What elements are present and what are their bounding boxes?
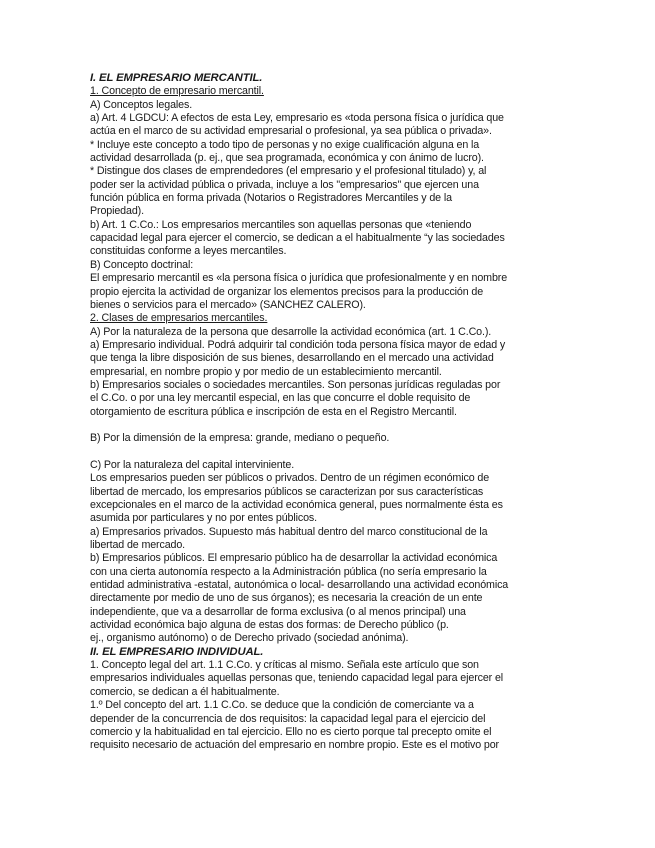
- text-line: A) Por la naturaleza de la persona que desarrolle la actividad económica (art. 1 C.Co.).: [90, 325, 492, 338]
- text-line: b) Empresarios públicos. El empresario público ha de desarrollar la actividad económica: [90, 552, 498, 565]
- text-line: independiente, que va a desarrollar de forma exclusiva (o al menos principal) una: [90, 605, 466, 618]
- text-line: función pública en forma privada (Notarios o Registradores Mercantiles y de la: [90, 192, 452, 205]
- text-line: actividad desarrollada (p. ej., que sea programada, económica y con ánimo de lucro).: [90, 152, 484, 165]
- subsection-heading: 1. Concepto de empresario mercantil.: [90, 85, 264, 98]
- text-line: comercio y la habitualidad en tal ejercicio. Ello no es cierto porque tal precepto omite el: [90, 725, 492, 738]
- section-heading: II. EL EMPRESARIO INDIVIDUAL.: [90, 645, 264, 658]
- text-line: empresarial, en nombre propio y por medio de un establecimiento mercantil.: [90, 365, 442, 378]
- text-line: El empresario mercantil es «la persona física o jurídica que profesionalmente y en nombre: [90, 272, 508, 285]
- text-line: bienes o servicios para el mercado» (SANCHEZ CALERO).: [90, 298, 366, 311]
- text-line: A) Conceptos legales.: [90, 98, 193, 111]
- text-line: b) Empresarios sociales o sociedades mercantiles. Son personas jurídicas reguladas por: [90, 378, 501, 391]
- text-line: ej., organismo autónomo) o de Derecho privado (sociedad anónima).: [90, 632, 409, 645]
- text-line: asumida por particulares y no por entes públicos.: [90, 512, 317, 525]
- text-line: * Incluye este concepto a todo tipo de personas y no exige cualificación alguna en la: [90, 138, 480, 151]
- text-line: a) Art. 4 LGDCU: A efectos de esta Ley, empresario es «toda persona física o jurídica que: [90, 112, 504, 125]
- text-line: poder ser la actividad pública o privada, incluye a los "empresarios" que ejercen una: [90, 178, 479, 191]
- text-line: actúa en el marco de su actividad empresarial o profesional, ya sea pública o privada».: [90, 125, 492, 138]
- section-heading: I. EL EMPRESARIO MERCANTIL.: [90, 72, 263, 84]
- text-line: b) Art. 1 C.Co.: Los empresarios mercantiles son aquellas personas que «teniendo: [90, 218, 472, 231]
- text-line: propio ejercita la actividad de organizar los elementos precisos para la producción de: [90, 285, 484, 298]
- text-line: C) Por la naturaleza del capital interviniente.: [90, 458, 295, 471]
- blank-line: [90, 419, 568, 432]
- text-line: requisito necesario de actuación del empresario en nombre propio. Este es el motivo por: [90, 739, 499, 752]
- text-line: libertad de mercado.: [90, 539, 186, 552]
- text-line: con una cierta autonomía respecto a la Administración pública (no sería empresario la: [90, 565, 487, 578]
- text-line: comercio, se dedican a él habitualmente.: [90, 685, 280, 698]
- text-line: excepcionales en el marco de la actividad económica general, pues normalmente ésta es: [90, 499, 503, 511]
- text-line: B) Por la dimensión de la empresa: grande, mediano o pequeño.: [90, 432, 390, 445]
- text-line: Propiedad).: [90, 205, 144, 218]
- text-line: empresarios individuales aquellas personas que, teniendo capacidad legal para ejercer el: [90, 672, 504, 685]
- text-line: B) Concepto doctrinal:: [90, 258, 194, 271]
- text-line: 1.º Del concepto del art. 1.1 C.Co. se deduce que la condición de comerciante va a: [90, 699, 474, 712]
- document-page: [90, 72, 568, 753]
- text-line: otorgamiento de escritura pública e inscripción de esta en el Registro Mercantil.: [90, 405, 457, 418]
- subsection-heading: 2. Clases de empresarios mercantiles.: [90, 312, 268, 325]
- text-line: actividad económica bajo alguna de estas dos formas: de Derecho público (p.: [90, 619, 449, 632]
- text-line: el C.Co. o por una ley mercantil especial, en las que concurre el doble requisito de: [90, 392, 471, 405]
- text-line: 1. Concepto legal del art. 1.1 C.Co. y críticas al mismo. Señala este artículo que son: [90, 659, 479, 672]
- text-line: * Distingue dos clases de emprendedores (el empresario y el profesional titulado) y, al: [90, 165, 487, 178]
- text-line: entidad administrativa -estatal, autonómica o local- desarrollando una actividad económica: [90, 579, 509, 592]
- blank-line: [90, 446, 568, 459]
- text-line: a) Empresario individual. Podrá adquirir tal condición toda persona física mayor de edad y: [90, 338, 506, 351]
- text-line: a) Empresarios privados. Supuesto más habitual dentro del marco constitucional de la: [90, 525, 488, 538]
- text-line: depender de la concurrencia de dos requisitos: la capacidad legal para el ejercicio del: [90, 712, 486, 725]
- text-line: libertad de mercado, los empresarios públicos se caracterizan por sus características: [90, 485, 484, 498]
- text-line: capacidad legal para ejercer el comercio, se dedican a el habitualmente “y las sociedades: [90, 232, 505, 245]
- text-line: que tenga la libre disposición de sus bienes, desarrollando en el mercado una actividad: [90, 352, 494, 365]
- text-line: directamente por medio de uno de sus órganos); es necesaria la creación de un ente: [90, 592, 483, 605]
- text-line: constituidas conforme a leyes mercantiles.: [90, 245, 287, 258]
- text-line: Los empresarios pueden ser públicos o privados. Dentro de un régimen económico de: [90, 472, 490, 485]
